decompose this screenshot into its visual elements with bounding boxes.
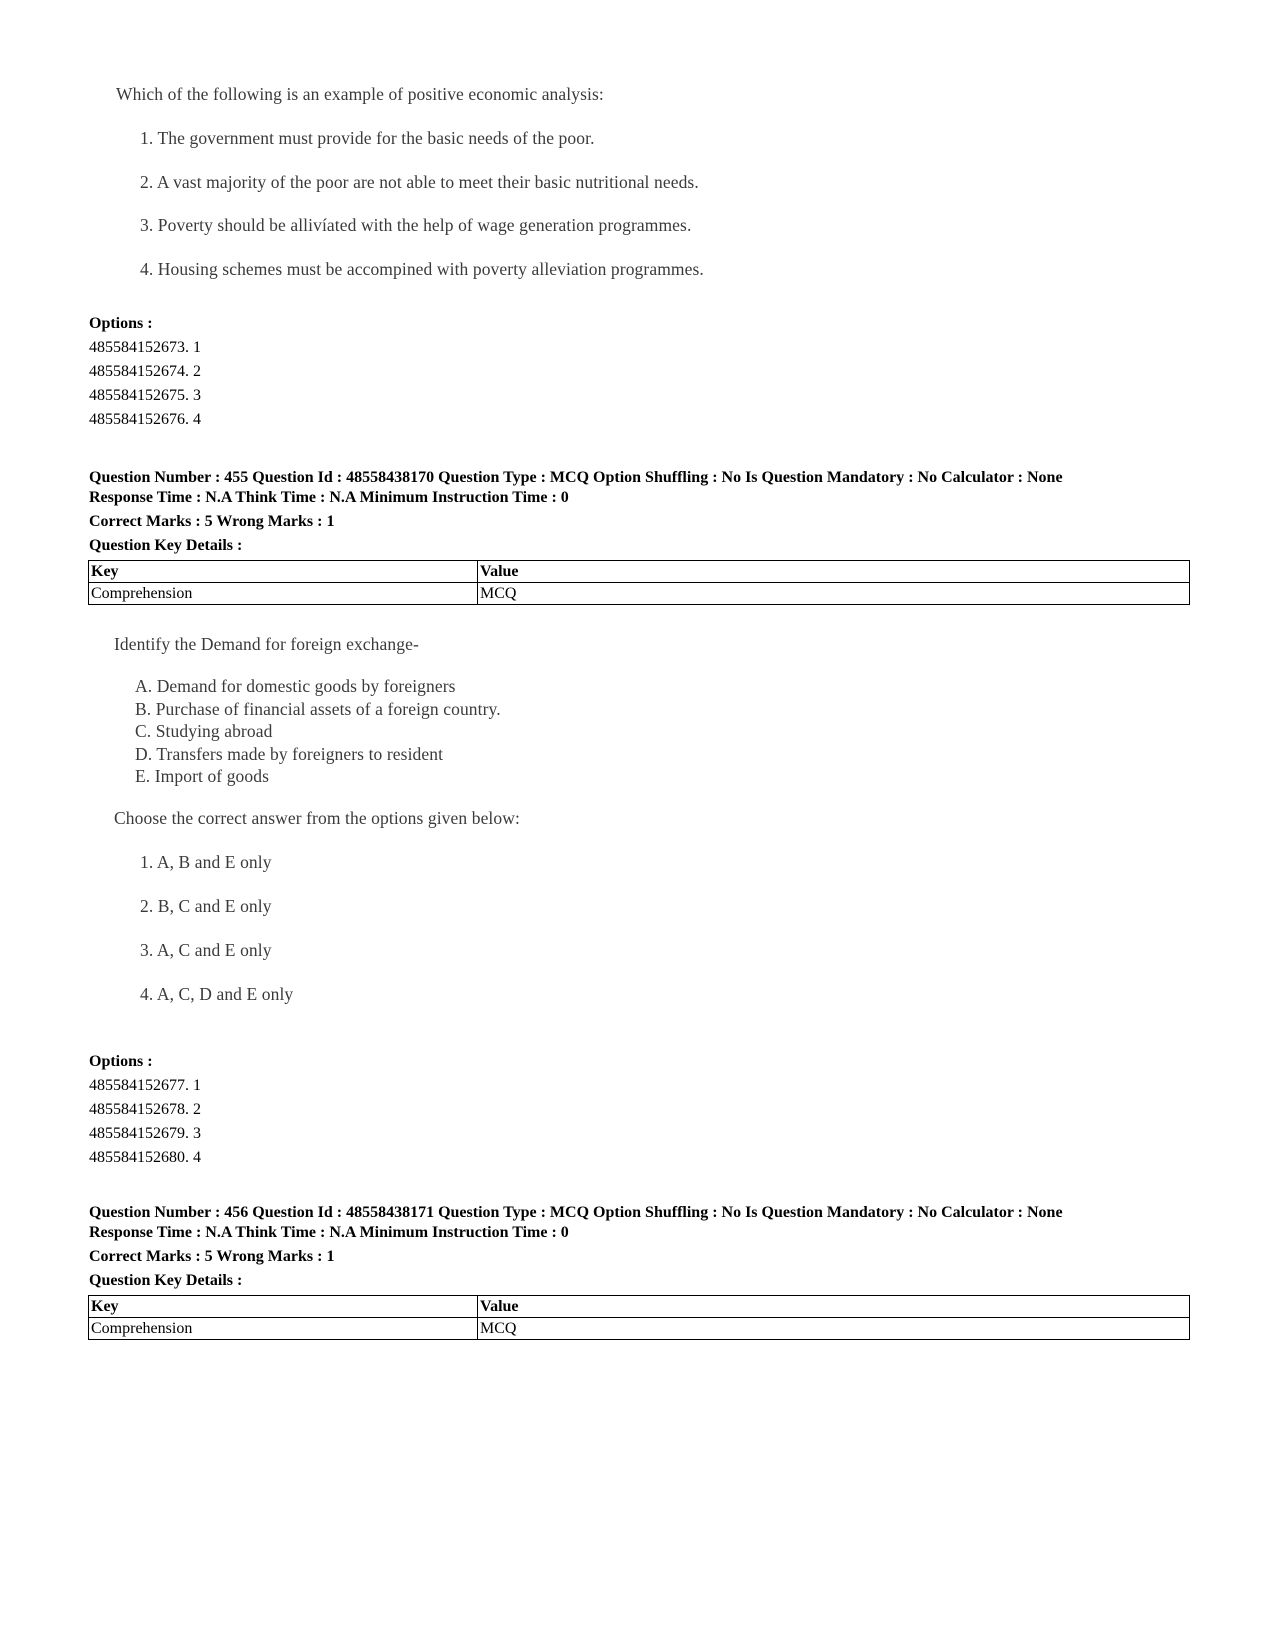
question-meta-line: Response Time : N.A Think Time : N.A Minimum Instruction Time : 0	[89, 1224, 569, 1241]
question-image-455	[0, 620, 700, 1020]
question-choice: 1. The government must provide for the basic needs of the poor.	[140, 128, 595, 148]
option-item: 485584152675. 3	[89, 387, 201, 404]
options-title: Options :	[89, 315, 153, 332]
question-meta-line: Question Number : 455 Question Id : 48558438170 Question Type : MCQ Option Shuffling : No Is Question Mandatory : No Calculator : None	[89, 469, 1063, 486]
question-meta-line: Question Number : 456 Question Id : 48558438171 Question Type : MCQ Option Shuffling : No Is Question Mandatory : No Calculator : None	[89, 1204, 1063, 1221]
options-list-455	[89, 1050, 201, 1170]
question-choice: 2. B, C and E only	[140, 896, 272, 916]
question-choice: 3. Poverty should be allivíated with the help of wage generation programmes.	[140, 215, 692, 235]
key-value-table-455	[88, 560, 1190, 605]
question-choice: 4. Housing schemes must be accompined with poverty alleviation programmes.	[140, 259, 704, 279]
question-choice: 4. A, C, D and E only	[140, 984, 294, 1004]
question-stem: Which of the following is an example of positive economic analysis:	[116, 84, 604, 104]
question-choice: 1. A, B and E only	[140, 852, 272, 872]
table-header-key: Key	[89, 561, 478, 583]
table-cell-value: MCQ	[478, 1318, 1190, 1340]
marks-line: Correct Marks : 5 Wrong Marks : 1	[89, 1248, 335, 1265]
table-header-row	[89, 561, 1190, 583]
question-statement: A. Demand for domestic goods by foreigners	[135, 676, 456, 696]
table-cell-value: MCQ	[478, 583, 1190, 605]
options-list-454	[89, 312, 201, 432]
option-item: 485584152676. 4	[89, 411, 201, 428]
table-row	[89, 1318, 1190, 1340]
question-meta-line: Response Time : N.A Think Time : N.A Minimum Instruction Time : 0	[89, 489, 569, 506]
table-cell-key: Comprehension	[89, 583, 478, 605]
option-item: 485584152679. 3	[89, 1125, 201, 1142]
question-stem: Identify the Demand for foreign exchange-	[114, 634, 419, 654]
option-item: 485584152678. 2	[89, 1101, 201, 1118]
key-details-label: Question Key Details :	[89, 1272, 243, 1289]
key-details-label: Question Key Details :	[89, 537, 243, 554]
question-meta-456	[89, 1203, 1063, 1291]
question-statement: B. Purchase of financial assets of a foreign country.	[135, 699, 501, 719]
question-instruction: Choose the correct answer from the options given below:	[114, 808, 520, 828]
question-choice: 3. A, C and E only	[140, 940, 272, 960]
options-title: Options :	[89, 1053, 153, 1070]
question-choice: 2. A vast majority of the poor are not able to meet their basic nutritional needs.	[140, 172, 699, 192]
option-item: 485584152680. 4	[89, 1149, 201, 1166]
option-item: 485584152673. 1	[89, 339, 201, 356]
option-item: 485584152674. 2	[89, 363, 201, 380]
table-header-key: Key	[89, 1296, 478, 1318]
table-cell-key: Comprehension	[89, 1318, 478, 1340]
question-image-454	[0, 0, 800, 300]
table-header-value: Value	[478, 1296, 1190, 1318]
table-header-value: Value	[478, 561, 1190, 583]
table-header-row	[89, 1296, 1190, 1318]
question-meta-455	[89, 468, 1063, 556]
question-statement: E. Import of goods	[135, 766, 270, 786]
question-statement: D. Transfers made by foreigners to resident	[135, 744, 444, 764]
question-statement: C. Studying abroad	[135, 721, 273, 741]
key-value-table-456	[88, 1295, 1190, 1340]
marks-line: Correct Marks : 5 Wrong Marks : 1	[89, 513, 335, 530]
option-item: 485584152677. 1	[89, 1077, 201, 1094]
table-row	[89, 583, 1190, 605]
